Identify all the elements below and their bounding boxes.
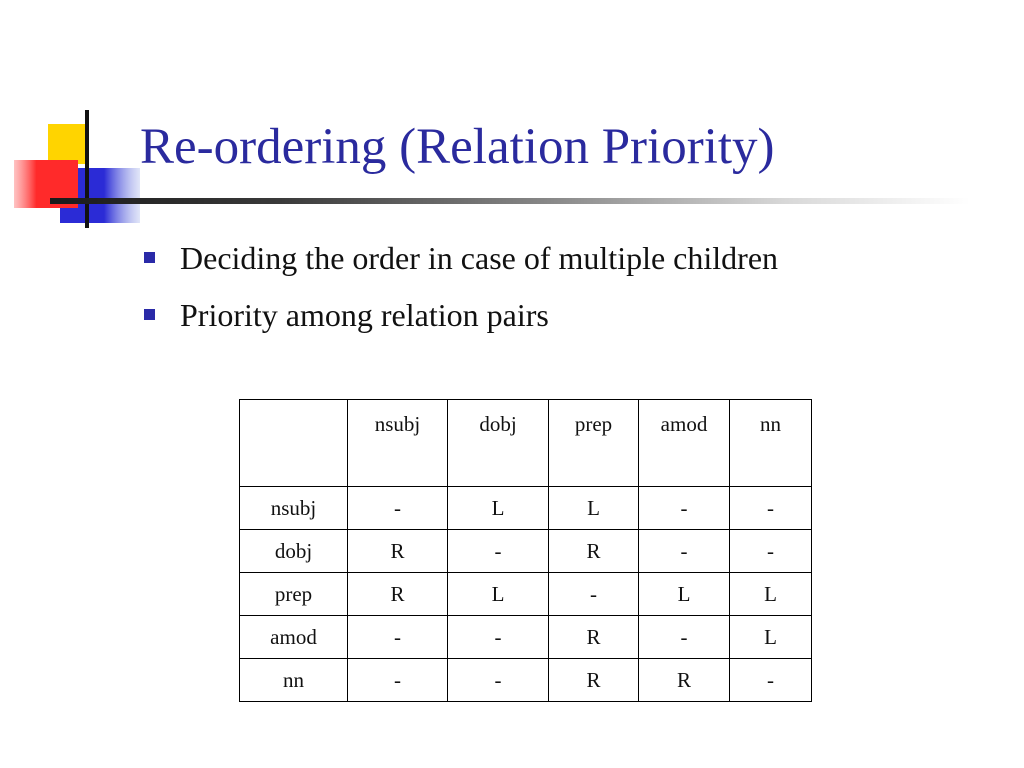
table-cell: L: [448, 573, 549, 616]
square-bullet-icon: [144, 309, 155, 320]
column-header: amod: [639, 400, 730, 487]
title-underline: [50, 198, 970, 204]
bullet-text: Priority among relation pairs: [180, 297, 549, 333]
column-header: dobj: [448, 400, 549, 487]
row-header: dobj: [240, 530, 348, 573]
table-cell: R: [549, 616, 639, 659]
table-cell: -: [348, 487, 448, 530]
yellow-square: [48, 124, 85, 164]
column-header: nsubj: [348, 400, 448, 487]
table-row: [240, 487, 812, 530]
table-cell: -: [730, 530, 812, 573]
table-cell: R: [549, 530, 639, 573]
bullet-text: Deciding the order in case of multiple children: [180, 240, 779, 276]
table-cell: -: [348, 659, 448, 702]
row-header: prep: [240, 573, 348, 616]
column-header: prep: [549, 400, 639, 487]
table-cell: L: [730, 616, 812, 659]
table-cell: -: [730, 659, 812, 702]
relation-priority-table: [239, 399, 812, 702]
table-cell: -: [448, 530, 549, 573]
table-cell: R: [639, 659, 730, 702]
row-header: nn: [240, 659, 348, 702]
table-corner-cell: [240, 400, 348, 487]
square-bullet-icon: [144, 252, 155, 263]
table-cell: L: [639, 573, 730, 616]
table-cell: -: [639, 530, 730, 573]
table-cell: -: [639, 487, 730, 530]
table-header-row: [240, 400, 812, 487]
title-decoration: [0, 0, 150, 240]
table-cell: -: [448, 616, 549, 659]
table-cell: L: [448, 487, 549, 530]
table-cell: -: [348, 616, 448, 659]
row-header: nsubj: [240, 487, 348, 530]
row-header: amod: [240, 616, 348, 659]
table-cell: R: [348, 530, 448, 573]
table-cell: -: [549, 573, 639, 616]
column-header: nn: [730, 400, 812, 487]
table-cell: L: [730, 573, 812, 616]
table-row: [240, 530, 812, 573]
table-cell: -: [448, 659, 549, 702]
table-cell: R: [549, 659, 639, 702]
table-row: [240, 616, 812, 659]
table-cell: -: [639, 616, 730, 659]
table-cell: R: [348, 573, 448, 616]
slide-title: Re-ordering (Relation Priority): [140, 119, 775, 175]
table-row: [240, 573, 812, 616]
table-cell: L: [549, 487, 639, 530]
table-cell: -: [730, 487, 812, 530]
table-row: [240, 659, 812, 702]
